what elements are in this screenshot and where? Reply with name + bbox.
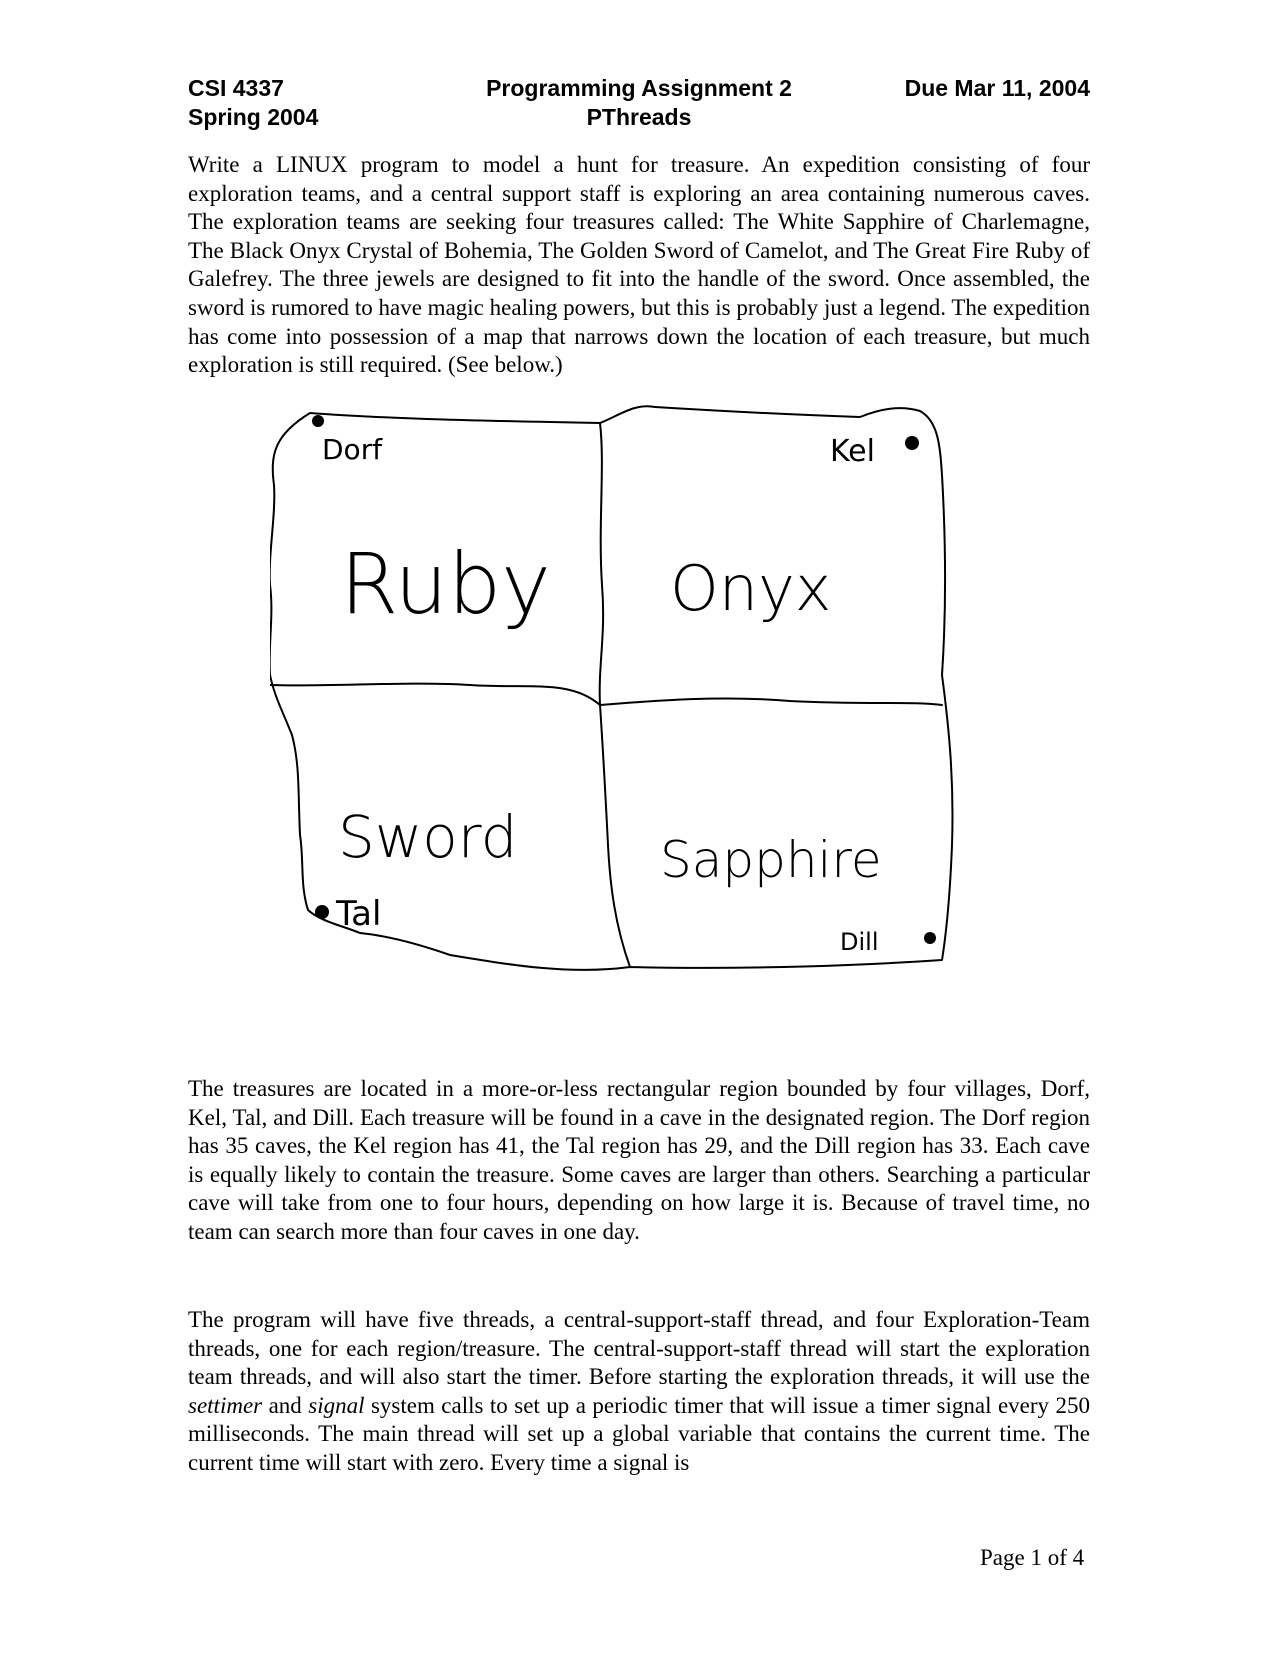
village-dill-label: Dill <box>840 928 879 956</box>
dorf-marker <box>312 415 324 427</box>
kel-marker <box>905 436 919 450</box>
treasure-sword-label: Sword <box>338 803 518 871</box>
assignment-title: Programming Assignment 2 <box>486 75 792 101</box>
threads-text-and: and <box>262 1392 309 1418</box>
document-header <box>188 74 1090 132</box>
course-code: CSI 4337 <box>188 75 284 101</box>
page-number: Page 1 of 4 <box>980 1545 1085 1570</box>
assignment-topic: PThreads <box>586 104 692 130</box>
village-kel-label: Kel <box>830 434 875 469</box>
settimer-call: settimer <box>188 1392 263 1418</box>
vertical-divider <box>600 423 630 967</box>
horizontal-divider <box>270 684 942 705</box>
threads-text-part2: system calls to set up a periodic timer that will issue a timer signal every 250 milliseconds. The main thread will set up a global variable that contains the current time. The current time will start with zero. Every time a signal is <box>188 1392 1090 1475</box>
threads-paragraph <box>188 1306 1090 1478</box>
signal-call: signal <box>308 1392 365 1418</box>
tal-marker <box>315 905 329 919</box>
treasure-ruby-label: Ruby <box>340 535 551 633</box>
village-dorf-label: Dorf <box>322 433 383 466</box>
term: Spring 2004 <box>188 104 319 130</box>
treasure-onyx-label: Onyx <box>670 552 832 625</box>
threads-text-part1: The program will have five threads, a central-support-staff thread, and four Exploration-Team threads, one for each region/treasure. The central-support-staff thread will start the exploration team threads, and will also start the timer. Before starting the exploration threads, it will use the <box>188 1307 1090 1390</box>
dill-marker <box>924 932 936 944</box>
header-row-1 <box>188 74 1090 103</box>
regions-paragraph: The treasures are located in a more-or-less rectangular region bounded by four villages, Dorf, Kel, Tal, and Dill. Each treasure will be found in a cave in the designated region. The Dorf region has 35 caves, the Kel region has 41, the Tal region has 29, and the Dill region has 33. Each cave is equally likely to contain the treasure. Some caves are larger than others. Searching a particular cave will take from one to four hours, depending on how large it is. Because of travel time, no team can search more than four caves in one day. <box>188 1076 1090 1244</box>
treasure-map <box>270 405 1010 1035</box>
header-row-2 <box>188 103 1090 132</box>
village-tal-label: Tal <box>336 894 382 934</box>
due-date: Due Mar 11, 2004 <box>904 75 1090 101</box>
intro-paragraph: Write a LINUX program to model a hunt for treasure. An expedition consisting of four exploration teams, and a central support staff is exploring an area containing numerous caves. The exploration teams are seeking four treasures called: The White Sapphire of Charlemagne, The Black Onyx Crystal of Bohemia, The Golden Sword of Camelot, and The Great Fire Ruby of Galefrey. The three jewels are designed to fit into the handle of the sword. Once assembled, the sword is rumored to have magic healing powers, but this is probably just a legend. The expedition has come into possession of a map that narrows down the location of each treasure, but much exploration is still required. (See below.) <box>188 152 1090 378</box>
treasure-sapphire-label: Sapphire <box>660 831 882 889</box>
